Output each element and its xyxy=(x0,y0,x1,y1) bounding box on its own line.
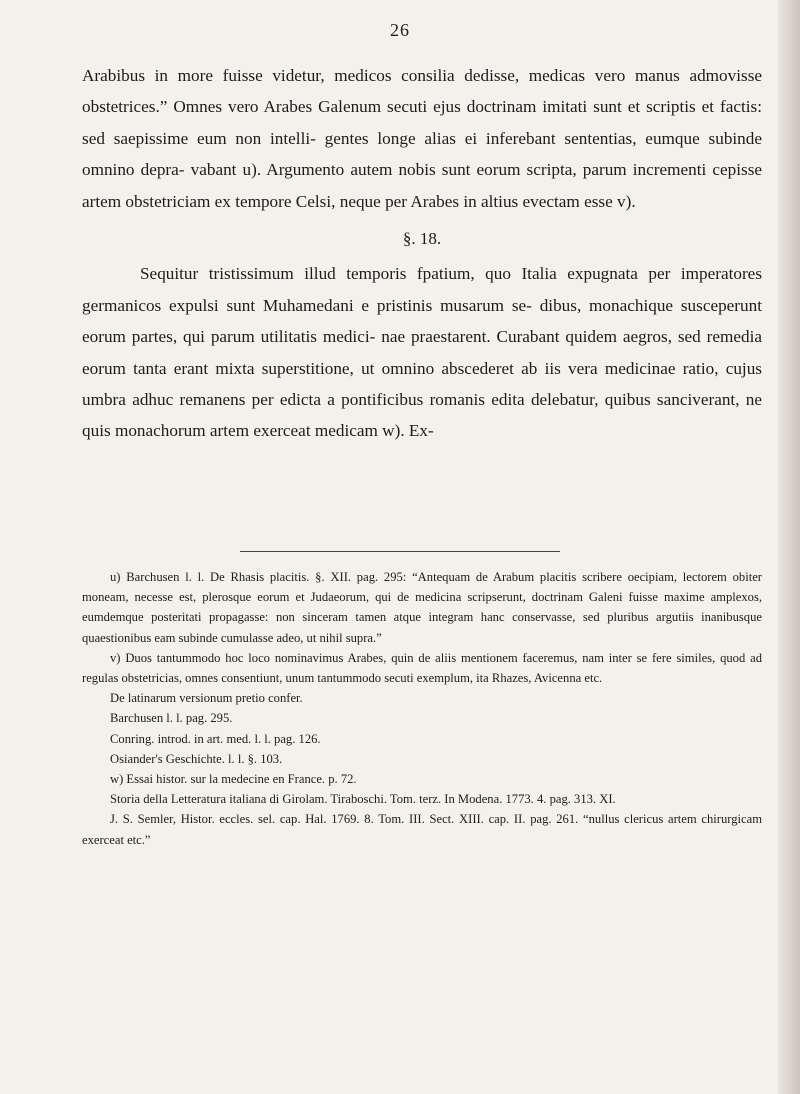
text-line: Arabibus in more fuisse videtur, medicos consilia dedisse, medicas vero xyxy=(82,66,626,85)
paragraph-2 xyxy=(82,258,762,446)
paragraph-1 xyxy=(82,60,762,217)
footnote-w: w) Essai histor. sur la medecine en France. p. 72. xyxy=(110,772,357,787)
footnote-v-ref: De latinarum versionum pretio confer. xyxy=(110,691,303,706)
section-heading: §. 18. xyxy=(402,229,442,249)
footnotes xyxy=(82,567,762,850)
main-text xyxy=(82,60,762,447)
footnote-w-ref: J. S. Semler, Histor. eccles. sel. cap. Hal. 1769. 8. Tom. III. Sect. XIII. cap. II. pag. 261. “nullus clericus artem chirurgicam exerceat etc.” xyxy=(82,812,762,847)
footnote-v: v) Duos tantummodo hoc loco nominavimus Arabes, quin de aliis mentionem faceremus, nam inter se fere similes, quod ad regulas obstetricias, omnes consentiunt, unum tantummodo secuti exemplum, ita Rhazes, Avicenna etc. xyxy=(82,650,762,686)
footnote-divider xyxy=(240,551,560,556)
text-line: nae praestarent. Curabant quidem aegros, sed remedia eorum tanta erant xyxy=(82,327,763,378)
page-number: 26 xyxy=(390,20,410,40)
text-line: vabant u). Argumento autem nobis sunt eorum scripta, parum incrementi xyxy=(190,160,707,180)
footnote-u: u) Barchusen l. l. De Rhasis placitis. §. XII. pag. 295: “Antequam de Arabum placitis scribere oecipiam, lectorem obiter moneam, necesse est, plerosque eorum et Judaeorum, qui de medicina scripserunt, doctrinam Galeni fuisse maxime amplexos, eumdemque posteritati propagasse: non sinceram tamen atque integram hanc conservasse, sed pluribus argutiis inanibusque quaestionibus eam subinde cumulasse adeo, ut nihil supra.” xyxy=(82,570,762,645)
text-line: umbra adhuc remanens per edicta a pontificibus romanis edita delebatur, xyxy=(82,390,599,410)
text-line: mixta superstitione, ut omnino abscederet ab iis vera medicinae ratio, cujus xyxy=(215,358,762,378)
text-line: evectam esse v). xyxy=(522,191,636,211)
text-line: dibus, monachique susceperunt eorum partes, qui parum utilitatis medici- xyxy=(82,295,762,347)
page-edge xyxy=(778,0,800,1094)
text-line: imperatores germanicos expulsi sunt Muhamedani e pristinis musarum se- xyxy=(82,264,763,315)
text-line: quibus sanciverant, ne quis monachorum artem exerceat medicam w). Ex- xyxy=(82,390,763,441)
footnote-v-ref: Barchusen l. l. pag. 295. xyxy=(110,711,233,726)
text-line: gentes longe alias ei inferebant sententias, eumque subinde omnino depra- xyxy=(82,128,763,180)
footnote-w-ref: Storia della Letteratura italiana di Girolam. Tiraboschi. Tom. terz. In Modena. 1773. 4. pag. 313. XI. xyxy=(110,792,616,807)
text-line: manus admovisse obstetrices.” Omnes vero Arabes Galenum secuti ejus xyxy=(82,66,763,117)
footnote-v-ref: Osiander's Geschichte. l. l. §. 103. xyxy=(110,751,283,766)
footnote-v-ref: Conring. introd. in art. med. l. l. pag. 126. xyxy=(110,731,321,746)
text-line: Sequitur tristissimum illud temporis fpatium, quo Italia expugnata per xyxy=(140,264,671,284)
text-line: doctrinam imitati sunt et scriptis et factis: sed saepissime eum non intelli- xyxy=(82,97,762,148)
text-line: cepisse artem obstetriciam ex tempore Celsi, neque per Arabes in altius xyxy=(82,160,763,211)
